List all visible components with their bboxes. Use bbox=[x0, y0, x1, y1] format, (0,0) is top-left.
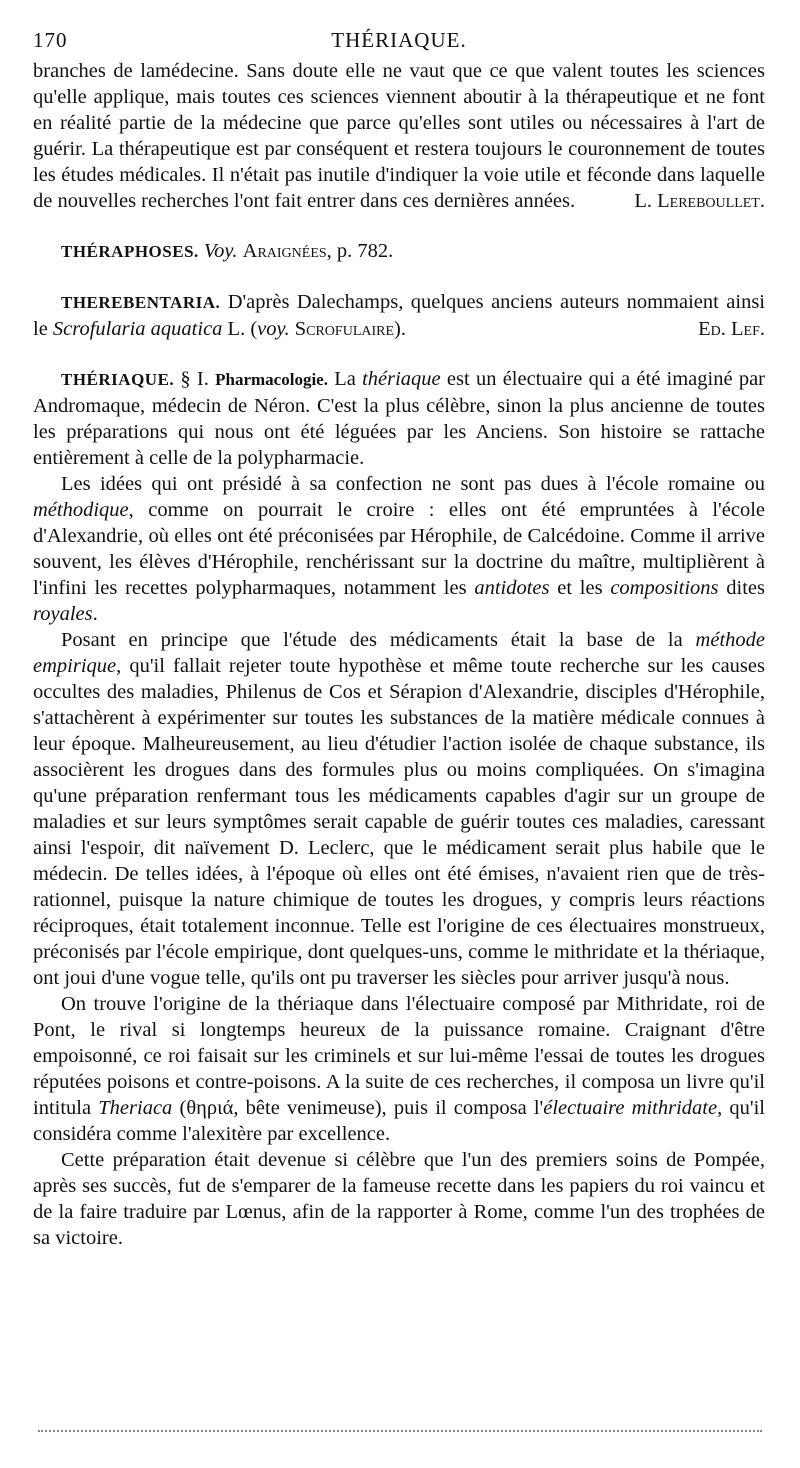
paragraph-text: On trouve l'origine de la thériaque dans l'électuaire composé par Mithridate, roi de Pont, le rival si longtemps heureux de la puissance romaine. Craignant d'être empoisonné, ce roi faisait sur les criminels et sur lui-même l'essai de toutes les drogues réputées poisons et contre-poisons. A la suite de ces recherches, il composa un livre qu'il intitula bbox=[33, 993, 765, 1119]
entry-text: L. ( bbox=[222, 318, 258, 340]
page-reference: , p. 782. bbox=[326, 240, 394, 262]
italic-term: méthode empirique bbox=[33, 629, 765, 677]
page-number: 170 bbox=[33, 28, 68, 52]
theriaque-paragraph-5 bbox=[33, 1147, 765, 1251]
theriaque-paragraph-2 bbox=[33, 471, 765, 627]
entry-theraphoses bbox=[33, 238, 765, 265]
entry-headword: THÉRIAQUE. bbox=[61, 370, 175, 389]
bottom-divider bbox=[38, 1430, 762, 1432]
entry-headword: THEREBENTARIA. bbox=[61, 293, 221, 312]
cross-reference: Araignées bbox=[242, 240, 327, 262]
running-title: THÉRIAQUE. bbox=[331, 28, 467, 52]
italic-term: compositions bbox=[610, 577, 719, 599]
paragraph-text: (θηριά, bête venimeuse), puis il composa l' bbox=[172, 1097, 544, 1119]
page bbox=[33, 28, 765, 1251]
entry-theriaque-p1 bbox=[33, 366, 765, 471]
running-header bbox=[33, 28, 765, 58]
paragraph-text: , qu'il considéra comme l'alexitère par excellence. bbox=[33, 1097, 765, 1145]
italic-term: royales bbox=[33, 603, 93, 625]
intro-text: branches de lamédecine. Sans doute elle ne vaut que ce que valent toutes les sciences qu'elle applique, mais toutes ces sciences viennent aboutir à la thérapeutique et ne font en réalité partie de la médecine que parce qu'elles sont utiles ou nécessaires à l'art de guérir. La thérapeutique est par conséquent et restera toujours le couronnement de toutes les études médicales. Il n'était pas inutile d'indiquer la voie utile et féconde dans laquelle de nouvelles recherches l'ont fait entrer dans ces dernières années. bbox=[33, 60, 765, 212]
theriaque-paragraph-3 bbox=[33, 627, 765, 991]
italic-term: thériaque bbox=[362, 368, 441, 390]
entry-text: ). bbox=[394, 318, 406, 340]
intro-signature: L. Lereboullet. bbox=[634, 190, 765, 212]
paragraph-text: dites bbox=[718, 577, 765, 599]
italic-term: méthodique bbox=[33, 499, 129, 521]
paragraph-text: . bbox=[92, 603, 98, 625]
italic-term: antidotes bbox=[474, 577, 550, 599]
voy-label: Voy. bbox=[203, 240, 238, 262]
entry-therebentaria bbox=[33, 289, 765, 342]
italic-term: électuaire mithridate bbox=[543, 1097, 718, 1119]
entry-headword: THÉRAPHOSES. bbox=[61, 242, 199, 261]
paragraph-text: Posant en principe que l'étude des médicaments était la base de la bbox=[61, 629, 696, 651]
paragraph-text: Cette préparation était devenue si célèbre que l'un des premiers soins de Pompée, après ses succès, fut de s'emparer de la fameuse recette dans les papiers du roi vaincu et de la faire traduire par Lœnus, afin de la rapporter à Rome, comme l'un des trophées de sa victoire. bbox=[33, 1149, 765, 1249]
entry-text: D'après Dalechamps, quelques anciens auteurs nommaient ainsi le bbox=[33, 291, 765, 340]
intro-paragraph bbox=[33, 58, 765, 214]
cross-reference: Scrofulaire bbox=[294, 318, 395, 340]
paragraph-text: Les idées qui ont présidé à sa confection ne sont pas dues à l'école romaine ou bbox=[61, 473, 765, 495]
entry-signature: Ed. Lef. bbox=[698, 318, 765, 340]
paragraph-text: , comme on pourrait le croire : elles ont été empruntées à l'école d'Alexandrie, où elles ont été préconisées par Hérophile, de Calcédoine. Comme il arrive souvent, les élèves d'Hérophile, renchérissant sur la doctrine du maître, multiplièrent à l'infini les recettes polypharmaques, notamment les bbox=[33, 499, 765, 599]
section-mark: § I. bbox=[180, 368, 209, 390]
voy-label: voy. bbox=[257, 318, 290, 340]
section-title: Pharmacologie. bbox=[215, 370, 328, 389]
italic-term: Theriaca bbox=[98, 1097, 173, 1119]
theriaque-paragraph-4 bbox=[33, 991, 765, 1147]
paragraph-text: La bbox=[327, 368, 363, 390]
species-name: Scrofularia aquatica bbox=[52, 318, 223, 340]
paragraph-text: , qu'il fallait rejeter toute hypothèse et même toute recherche sur les causes occultes des maladies, Philenus de Cos et Sérapion d'Alexandrie, disciples d'Hérophile, s'attachèrent à expérimenter sur toutes les substances de la matière médicale connues à leur époque. Malheureusement, au lieu d'étudier l'action isolée de chaque substance, ils associèrent les drogues dans des formules plus ou moins compliquées. On s'imagina qu'une préparation renfermant tous les médicaments capables d'agir sur un groupe de maladies et sur leurs symptômes serait capable de guérir toutes ces maladies, caressant ainsi l'espoir, dit naïvement D. Leclerc, que le médicament serait plus habile que le médecin. De telles idées, à l'époque où elles ont été émises, n'avaient rien que de très-rationnel, puisque la nature chimique de toutes les drogues, y compris leurs réactions réciproques, était totalement inconnue. Telle est l'origine de ces électuaires monstrueux, préconisés par l'école empirique, dont quelques-uns, comme le mithridate et la thériaque, ont joui d'une vogue telle, qu'ils ont pu traverser les siècles pour arriver jusqu'à nous. bbox=[33, 655, 765, 989]
paragraph-text: est un électuaire qui a été imaginé par Andromaque, médecin de Néron. C'est la plus célèbre, sinon la plus ancienne de toutes les préparations qui nous ont été léguées par les Anciens. Son histoire se rattache entièrement à celle de la polypharmacie. bbox=[33, 368, 765, 469]
paragraph-text: et les bbox=[549, 577, 611, 599]
